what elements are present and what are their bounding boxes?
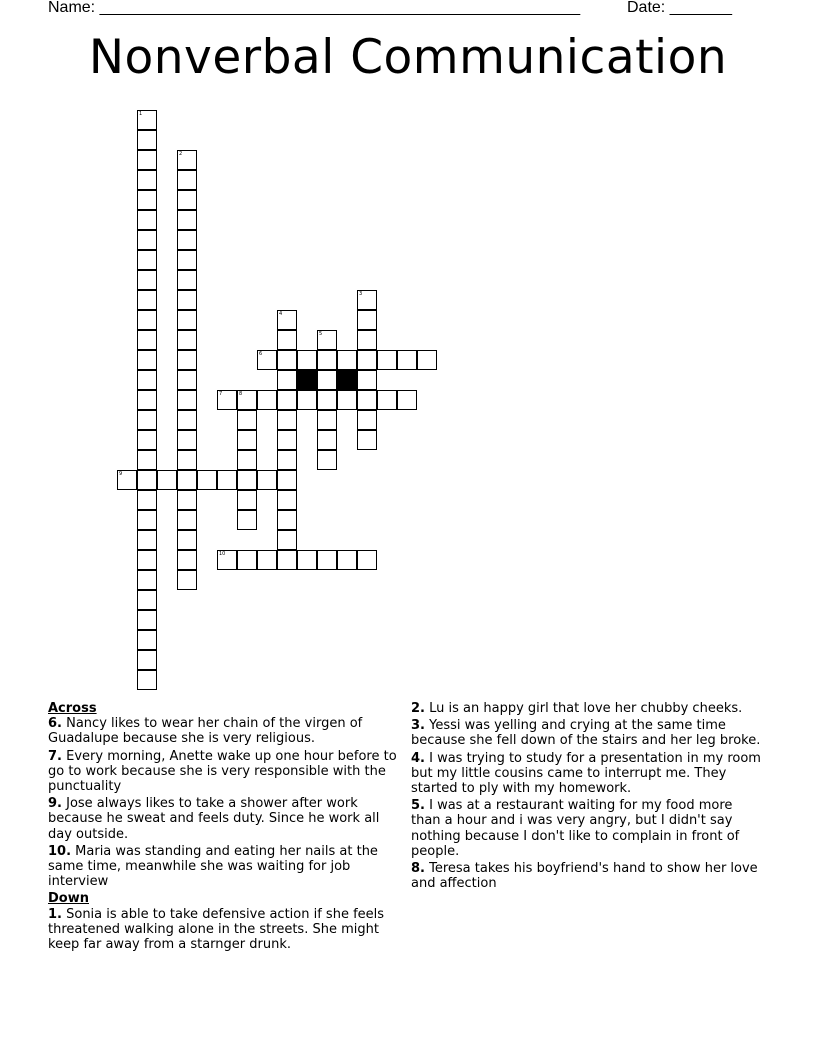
crossword-cell[interactable] bbox=[357, 410, 377, 430]
crossword-cell[interactable] bbox=[217, 470, 237, 490]
crossword-cell[interactable] bbox=[197, 470, 217, 490]
crossword-cell[interactable] bbox=[137, 590, 157, 610]
crossword-cell[interactable] bbox=[337, 550, 357, 570]
clue-number: 4 bbox=[279, 311, 283, 317]
crossword-cell[interactable] bbox=[377, 390, 397, 410]
crossword-cell[interactable] bbox=[137, 370, 157, 390]
clue-text: I was at a restaurant waiting for my food more than a hour and i was very angry, but I didn't say nothing because I don't like to complain in front of people. bbox=[411, 798, 740, 859]
crossword-cell[interactable] bbox=[217, 390, 237, 410]
clue-item bbox=[411, 701, 763, 716]
clue-item bbox=[48, 749, 404, 795]
crossword-cell[interactable] bbox=[277, 410, 297, 430]
crossword-cell[interactable] bbox=[177, 490, 197, 510]
across-heading: Across bbox=[48, 701, 97, 716]
crossword-cell[interactable] bbox=[277, 450, 297, 470]
crossword-cell[interactable] bbox=[397, 350, 417, 370]
crossword-cell[interactable] bbox=[137, 130, 157, 150]
crossword-cell[interactable] bbox=[277, 470, 297, 490]
crossword-cell[interactable] bbox=[357, 330, 377, 350]
crossword-cell[interactable] bbox=[277, 350, 297, 370]
clue-number: 8 bbox=[239, 391, 243, 397]
crossword-cell[interactable] bbox=[277, 370, 297, 390]
crossword-cell[interactable] bbox=[157, 470, 177, 490]
crossword-cell[interactable] bbox=[257, 350, 277, 370]
down-clue-list-continued bbox=[411, 701, 763, 891]
crossword-cell[interactable] bbox=[117, 470, 137, 490]
clue-number: 5 bbox=[319, 331, 323, 337]
crossword-cell[interactable] bbox=[177, 310, 197, 330]
crossword-cell[interactable] bbox=[237, 470, 257, 490]
crossword-cell[interactable] bbox=[357, 290, 377, 310]
crossword-cell[interactable] bbox=[177, 550, 197, 570]
date-field-label: Date: _______ bbox=[627, 0, 732, 16]
crossword-cell[interactable] bbox=[137, 450, 157, 470]
crossword-cell[interactable] bbox=[177, 450, 197, 470]
clue-item bbox=[411, 798, 763, 859]
crossword-cell[interactable] bbox=[337, 350, 357, 370]
clue-text: Sonia is able to take defensive action if she feels threatened walking alone in the streets. She might keep far away from a starnger drunk. bbox=[48, 906, 385, 953]
crossword-cell[interactable] bbox=[177, 170, 197, 190]
crossword-cell[interactable] bbox=[237, 550, 257, 570]
crossword-cell[interactable] bbox=[397, 390, 417, 410]
crossword-cell[interactable] bbox=[137, 210, 157, 230]
crossword-cell[interactable] bbox=[317, 370, 337, 390]
crossword-cell[interactable] bbox=[357, 370, 377, 390]
clues-right-column bbox=[411, 701, 763, 893]
crossword-cell[interactable] bbox=[357, 390, 377, 410]
clue-item bbox=[411, 751, 763, 797]
clue-item bbox=[411, 861, 763, 891]
crossword-cell[interactable] bbox=[357, 550, 377, 570]
crossword-cell[interactable] bbox=[277, 430, 297, 450]
blocked-cell bbox=[337, 370, 357, 390]
crossword-cell[interactable] bbox=[137, 630, 157, 650]
clue-number: 5. bbox=[411, 798, 425, 814]
crossword-cell[interactable] bbox=[417, 350, 437, 370]
crossword-cell[interactable] bbox=[137, 550, 157, 570]
crossword-cell[interactable] bbox=[237, 450, 257, 470]
crossword-cell[interactable] bbox=[137, 410, 157, 430]
clue-text: Every morning, Anette wake up one hour before to go to work because she is very responsible with the punctuality bbox=[48, 748, 397, 795]
clue-number: 10 bbox=[219, 551, 226, 557]
crossword-cell[interactable] bbox=[137, 310, 157, 330]
crossword-cell[interactable] bbox=[257, 390, 277, 410]
crossword-cell[interactable] bbox=[277, 390, 297, 410]
crossword-cell[interactable] bbox=[137, 190, 157, 210]
crossword-cell[interactable] bbox=[357, 350, 377, 370]
crossword-cell[interactable] bbox=[137, 250, 157, 270]
crossword-cell[interactable] bbox=[177, 470, 197, 490]
crossword-cell[interactable] bbox=[237, 410, 257, 430]
crossword-cell[interactable] bbox=[317, 330, 337, 350]
crossword-cell[interactable] bbox=[137, 530, 157, 550]
crossword-cell[interactable] bbox=[237, 430, 257, 450]
clue-number: 1. bbox=[48, 906, 62, 922]
clue-text: Lu is an happy girl that love her chubby cheeks. bbox=[424, 701, 743, 716]
crossword-cell[interactable] bbox=[177, 150, 197, 170]
crossword-cell[interactable] bbox=[337, 390, 357, 410]
crossword-cell[interactable] bbox=[137, 230, 157, 250]
page-title: Nonverbal Communication bbox=[88, 30, 728, 85]
crossword-cell[interactable] bbox=[177, 190, 197, 210]
crossword-cell[interactable] bbox=[297, 350, 317, 370]
clue-number: 7 bbox=[219, 391, 223, 397]
crossword-cell[interactable] bbox=[137, 270, 157, 290]
crossword-cell[interactable] bbox=[277, 490, 297, 510]
clue-number: 10. bbox=[48, 843, 72, 859]
clue-item bbox=[48, 844, 404, 890]
crossword-cell[interactable] bbox=[177, 570, 197, 590]
crossword-cell[interactable] bbox=[217, 550, 237, 570]
crossword-cell[interactable] bbox=[177, 430, 197, 450]
crossword-cell[interactable] bbox=[137, 290, 157, 310]
crossword-cell[interactable] bbox=[137, 390, 157, 410]
clue-text: Teresa takes his boyfriend's hand to show her love and affection bbox=[411, 861, 758, 892]
clue-number: 2 bbox=[179, 151, 183, 157]
crossword-cell[interactable] bbox=[317, 430, 337, 450]
crossword-cell[interactable] bbox=[177, 330, 197, 350]
crossword-cell[interactable] bbox=[317, 450, 337, 470]
crossword-cell[interactable] bbox=[177, 530, 197, 550]
crossword-cell[interactable] bbox=[177, 510, 197, 530]
clues-left-column bbox=[48, 701, 404, 954]
clue-number: 6 bbox=[259, 351, 263, 357]
crossword-cell[interactable] bbox=[137, 150, 157, 170]
crossword-cell[interactable] bbox=[177, 270, 197, 290]
crossword-cell[interactable] bbox=[257, 470, 277, 490]
clue-text: I was trying to study for a presentation in my room but my little cousins came to interrupt me. They started to ply with my homework. bbox=[411, 750, 761, 797]
crossword-cell[interactable] bbox=[277, 330, 297, 350]
crossword-cell[interactable] bbox=[297, 550, 317, 570]
crossword-cell[interactable] bbox=[297, 390, 317, 410]
crossword-cell[interactable] bbox=[137, 170, 157, 190]
crossword-cell[interactable] bbox=[317, 350, 337, 370]
clue-text: Yessi was yelling and crying at the same time because she fell down of the stairs and her leg broke. bbox=[411, 718, 761, 749]
clue-number: 6. bbox=[48, 716, 62, 732]
crossword-cell[interactable] bbox=[237, 390, 257, 410]
clue-number: 1 bbox=[139, 111, 143, 117]
clue-item bbox=[48, 907, 404, 953]
clue-number: 3 bbox=[359, 291, 363, 297]
crossword-cell[interactable] bbox=[277, 510, 297, 530]
crossword-cell[interactable] bbox=[277, 530, 297, 550]
crossword-cell[interactable] bbox=[137, 330, 157, 350]
clue-text: Nancy likes to wear her chain of the virgen of Guadalupe because she is very religious. bbox=[48, 716, 363, 747]
crossword-cell[interactable] bbox=[137, 650, 157, 670]
crossword-cell[interactable] bbox=[177, 210, 197, 230]
clue-item bbox=[48, 716, 404, 746]
crossword-cell[interactable] bbox=[357, 310, 377, 330]
clue-number: 7. bbox=[48, 748, 62, 764]
crossword-cell[interactable] bbox=[137, 110, 157, 130]
clue-text: Jose always likes to take a shower after work because he sweat and feels duty. Since he work all day outside. bbox=[48, 796, 380, 842]
down-clue-list bbox=[48, 907, 404, 953]
crossword-cell[interactable] bbox=[177, 350, 197, 370]
crossword-cell[interactable] bbox=[177, 290, 197, 310]
blocked-cell bbox=[297, 370, 317, 390]
crossword-cell[interactable] bbox=[137, 470, 157, 490]
crossword-cell[interactable] bbox=[277, 550, 297, 570]
clue-number: 3. bbox=[411, 718, 425, 734]
crossword-cell[interactable] bbox=[177, 410, 197, 430]
crossword-cell[interactable] bbox=[137, 570, 157, 590]
crossword-cell[interactable] bbox=[137, 670, 157, 690]
crossword-cell[interactable] bbox=[137, 490, 157, 510]
crossword-cell[interactable] bbox=[317, 410, 337, 430]
clue-number: 9 bbox=[119, 471, 123, 477]
clue-number: 9. bbox=[48, 796, 62, 812]
crossword-cell[interactable] bbox=[137, 610, 157, 630]
crossword-cell[interactable] bbox=[257, 550, 277, 570]
clue-number: 2. bbox=[411, 701, 425, 716]
clue-number: 8. bbox=[411, 861, 425, 877]
crossword-cell[interactable] bbox=[177, 390, 197, 410]
crossword-cell[interactable] bbox=[237, 490, 257, 510]
crossword-cell[interactable] bbox=[317, 390, 337, 410]
crossword-cell[interactable] bbox=[277, 310, 297, 330]
clue-item bbox=[48, 796, 404, 842]
crossword-cell[interactable] bbox=[137, 350, 157, 370]
name-field-label: Name: ______________________________________________________ bbox=[48, 0, 581, 16]
crossword-cell[interactable] bbox=[137, 430, 157, 450]
clue-item bbox=[411, 718, 763, 748]
crossword-cell[interactable] bbox=[177, 250, 197, 270]
crossword-cell[interactable] bbox=[377, 350, 397, 370]
crossword-cell[interactable] bbox=[177, 370, 197, 390]
crossword-cell[interactable] bbox=[237, 510, 257, 530]
clue-number: 4. bbox=[411, 750, 425, 766]
crossword-cell[interactable] bbox=[137, 510, 157, 530]
down-heading: Down bbox=[48, 891, 89, 907]
crossword-cell[interactable] bbox=[317, 550, 337, 570]
across-clue-list bbox=[48, 716, 404, 889]
clue-text: Maria was standing and eating her nails at the same time, meanwhile she was waiting for job interview bbox=[48, 843, 378, 890]
crossword-cell[interactable] bbox=[357, 430, 377, 450]
crossword-cell[interactable] bbox=[177, 230, 197, 250]
